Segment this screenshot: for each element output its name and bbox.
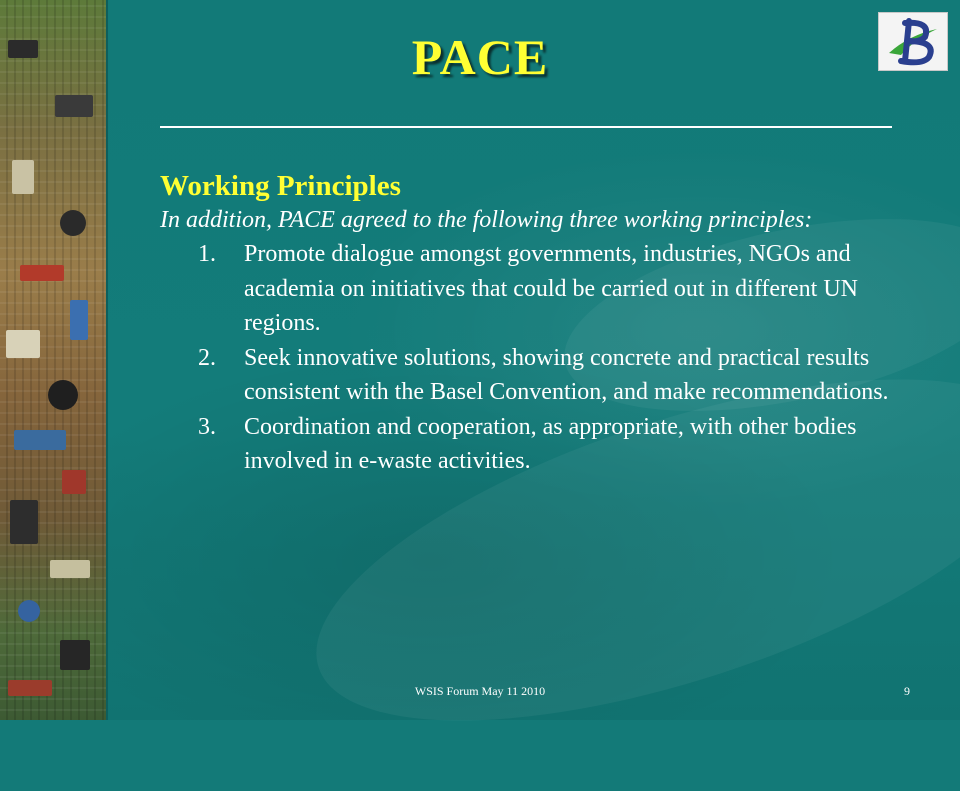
slide-body bbox=[160, 168, 895, 479]
list-item-number: 3. bbox=[198, 413, 216, 440]
circuit-board-image bbox=[0, 0, 108, 720]
list-item-text: Promote dialogue amongst governments, industries, NGOs and academia on initiatives that could be carried out in different UN regions. bbox=[244, 241, 859, 336]
list-item-text: Coordination and cooperation, as appropriate, with other bodies involved in e-waste activities. bbox=[244, 413, 857, 474]
list-item bbox=[160, 237, 895, 341]
principles-list bbox=[160, 237, 895, 479]
list-item-text: Seek innovative solutions, showing concrete and practical results consistent with the Basel Convention, and make recommendations. bbox=[244, 344, 889, 405]
list-item bbox=[160, 410, 895, 479]
list-item-number: 2. bbox=[198, 344, 216, 371]
list-item bbox=[160, 341, 895, 410]
section-heading: Working Principles bbox=[160, 170, 401, 202]
page-number: 9 bbox=[904, 684, 910, 698]
intro-text: In addition, PACE agreed to the following three working principles: bbox=[160, 207, 813, 233]
title-divider bbox=[160, 126, 892, 128]
slide-footer: WSIS Forum May 11 2010 bbox=[414, 684, 546, 698]
list-item-number: 1. bbox=[198, 241, 216, 267]
slide-title: PACE bbox=[411, 29, 549, 85]
